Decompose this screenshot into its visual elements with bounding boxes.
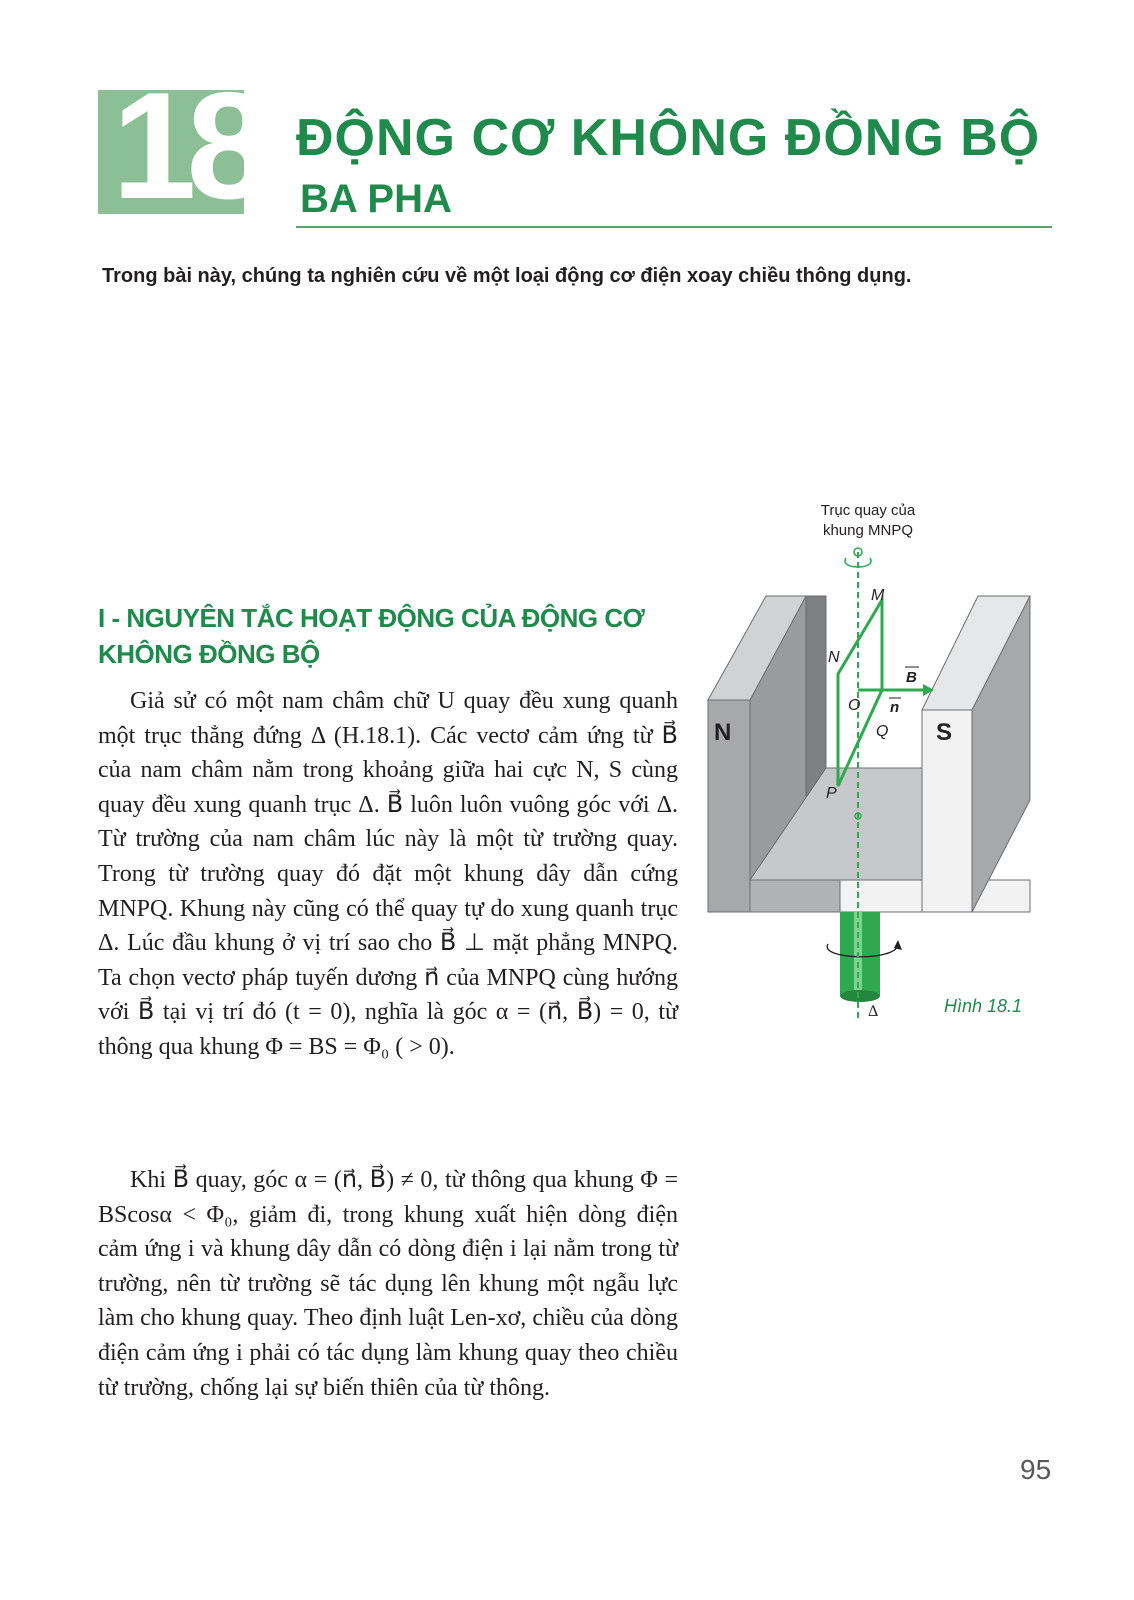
intro-text: Trong bài này, chúng ta nghiên cứu về một loại động cơ điện xoay chiều thông dụng.	[102, 265, 912, 287]
label-m: M	[871, 587, 885, 604]
figure-rotating-magnet	[708, 500, 1068, 1050]
label-q: Q	[876, 723, 889, 740]
shaft-bottom	[840, 990, 880, 1002]
rotation-arrow-head	[894, 940, 902, 950]
label-p: P	[826, 785, 837, 802]
body-paragraph-1	[98, 684, 678, 1065]
chapter-number: 18	[112, 61, 262, 231]
axis-caption-line2: khung MNPQ	[822, 522, 914, 539]
paragraph-text: Khi B⃗ quay, góc α = (n⃗, B⃗) ≠ 0, từ thông qua khung Φ = BScosα < Φ₀, giảm đi, trong khung xuất hiện dòng điện cảm ứng i và khung dây dẫn có dòng điện i lại nằm trong từ trường, nên từ trường sẽ tác dụng lên khung một ngẫu lực làm cho khung quay. Theo định luật Len-xơ, chiều của dòng điện cảm ứng i phải có tác dụng làm khung quay theo chiều từ trường, chống lại sự biến thiên của từ thông.	[98, 1167, 678, 1401]
section-heading-line1: I - NGUYÊN TẮC HOẠT ĐỘNG CỦA ĐỘNG CƠ	[98, 603, 645, 633]
chapter-title-line1: ĐỘNG CƠ KHÔNG ĐỒNG BỘ	[296, 109, 1041, 167]
label-b: B	[906, 669, 917, 686]
label-o: O	[848, 697, 861, 714]
delta-label: Δ	[868, 1003, 879, 1020]
pole-s-label: S	[936, 719, 953, 746]
pole-n-label: N	[714, 719, 732, 746]
coil-frame-mnpq	[838, 600, 882, 786]
axis-caption-line1: Trục quay của	[820, 502, 916, 519]
section-heading	[98, 600, 698, 672]
chapter-title-line2: BA PHA	[300, 177, 452, 221]
page-number: 95	[1020, 1454, 1052, 1485]
section-heading-line2: KHÔNG ĐỒNG BỘ	[98, 639, 320, 669]
label-nvec: n	[890, 699, 900, 716]
paragraph-text: Giả sử có một nam châm chữ U quay đều xung quanh một trục thẳng đứng Δ (H.18.1). Các vectơ cảm ứng từ B⃗ của nam châm nằm trong khoảng giữa hai cực N, S cùng quay đều xung quanh trục Δ. B⃗ luôn luôn vuông góc với Δ. Từ trường của nam châm lúc này là một từ trường quay. Trong từ trường quay đó đặt một khung dây dẫn cứng MNPQ. Khung này cũng có thể quay tự do xung quanh trục Δ. Lúc đầu khung ở vị trí sao cho B⃗ ⊥ mặt phẳng MNPQ. Ta chọn vectơ pháp tuyến dương n⃗ của MNPQ cùng hướng với B⃗ tại vị trí đó (t = 0), nghĩa là góc α = (n⃗, B⃗) = 0, từ thông qua khung Φ = BS = Φ₀ ( > 0).	[98, 688, 678, 1060]
body-paragraph-2	[98, 1163, 678, 1405]
figure-caption: Hình 18.1	[944, 996, 1023, 1016]
chapter-number-box	[98, 61, 262, 231]
label-n: N	[828, 649, 840, 666]
header-divider	[296, 226, 1052, 228]
